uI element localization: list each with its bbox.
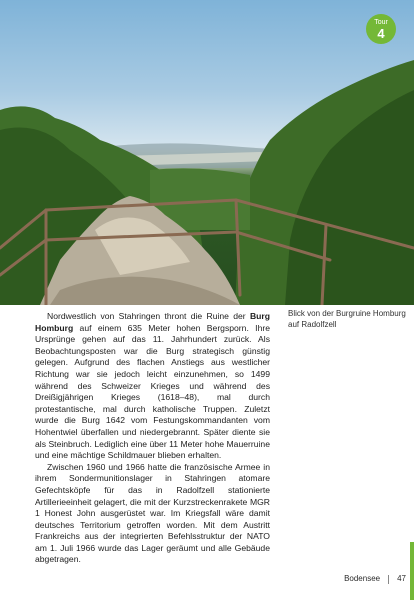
paragraph-2: Zwischen 1960 und 1966 hatte die französische Armee in ihrem Sondermunitionslager in Stahringen atomare Gefechtsköpfe für das in Radolfzell stationierte Artillerieeinheit gelagert, die mit der Kurzstreckenrakete MGR 1 Honest John ausgerüstet war. Im Kriegsfall wäre damit deutsches Territorium getroffen worden. Mit dem Austritt Frankreichs aus der integrierten Befehlsstruktur der NATO am 1. Juli 1966 wurde das Lager geräumt und alle Gebäude abgetragen. xyxy=(35,461,270,565)
article-body xyxy=(35,311,270,566)
chapter-color-tab xyxy=(410,542,414,600)
paragraph-1-intro: Nordwestlich von Stahringen thront die Ruine der xyxy=(47,311,250,321)
burg-homburg-term: Burg Homburg xyxy=(35,311,270,333)
paragraph-1 xyxy=(35,311,270,462)
tour-badge-label: Tour xyxy=(374,19,388,26)
page-number: 47 xyxy=(397,574,406,583)
paragraph-1-rest: auf einem 635 Meter hohen Bergsporn. Ihre Ursprünge gehen auf das 11. Jahrhundert zurück. Als Beobachtungsposten war die Burg strategisch günstig gelegen. Aufgrund des flachen Anstiegs aus westlicher Richtung war sie jedoch leicht einzunehmen, so 1499 während des Schweizer Krieges und während des Dreißigjährigen Krieges (1618–48), mal durch protestantische, mal durch katholische Truppen. Zuletzt wurde die Burg 1642 vom Festungskommandanten vom Hohentwiel überfallen und niedergebrannt. Später diente sie als Steinbruch. Lediglich eine über 11 Meter hohe Mauerruine und eine mächtige Schildmauer blieben erhalten. xyxy=(35,322,270,461)
page-footer xyxy=(344,574,406,584)
tour-badge-number: 4 xyxy=(377,26,385,41)
tour-badge xyxy=(366,14,396,44)
footer-divider xyxy=(388,575,389,584)
photo-caption: Blick von der Burgruine Homburg auf Radolfzell xyxy=(288,309,406,329)
footer-section: Bodensee xyxy=(344,574,381,583)
